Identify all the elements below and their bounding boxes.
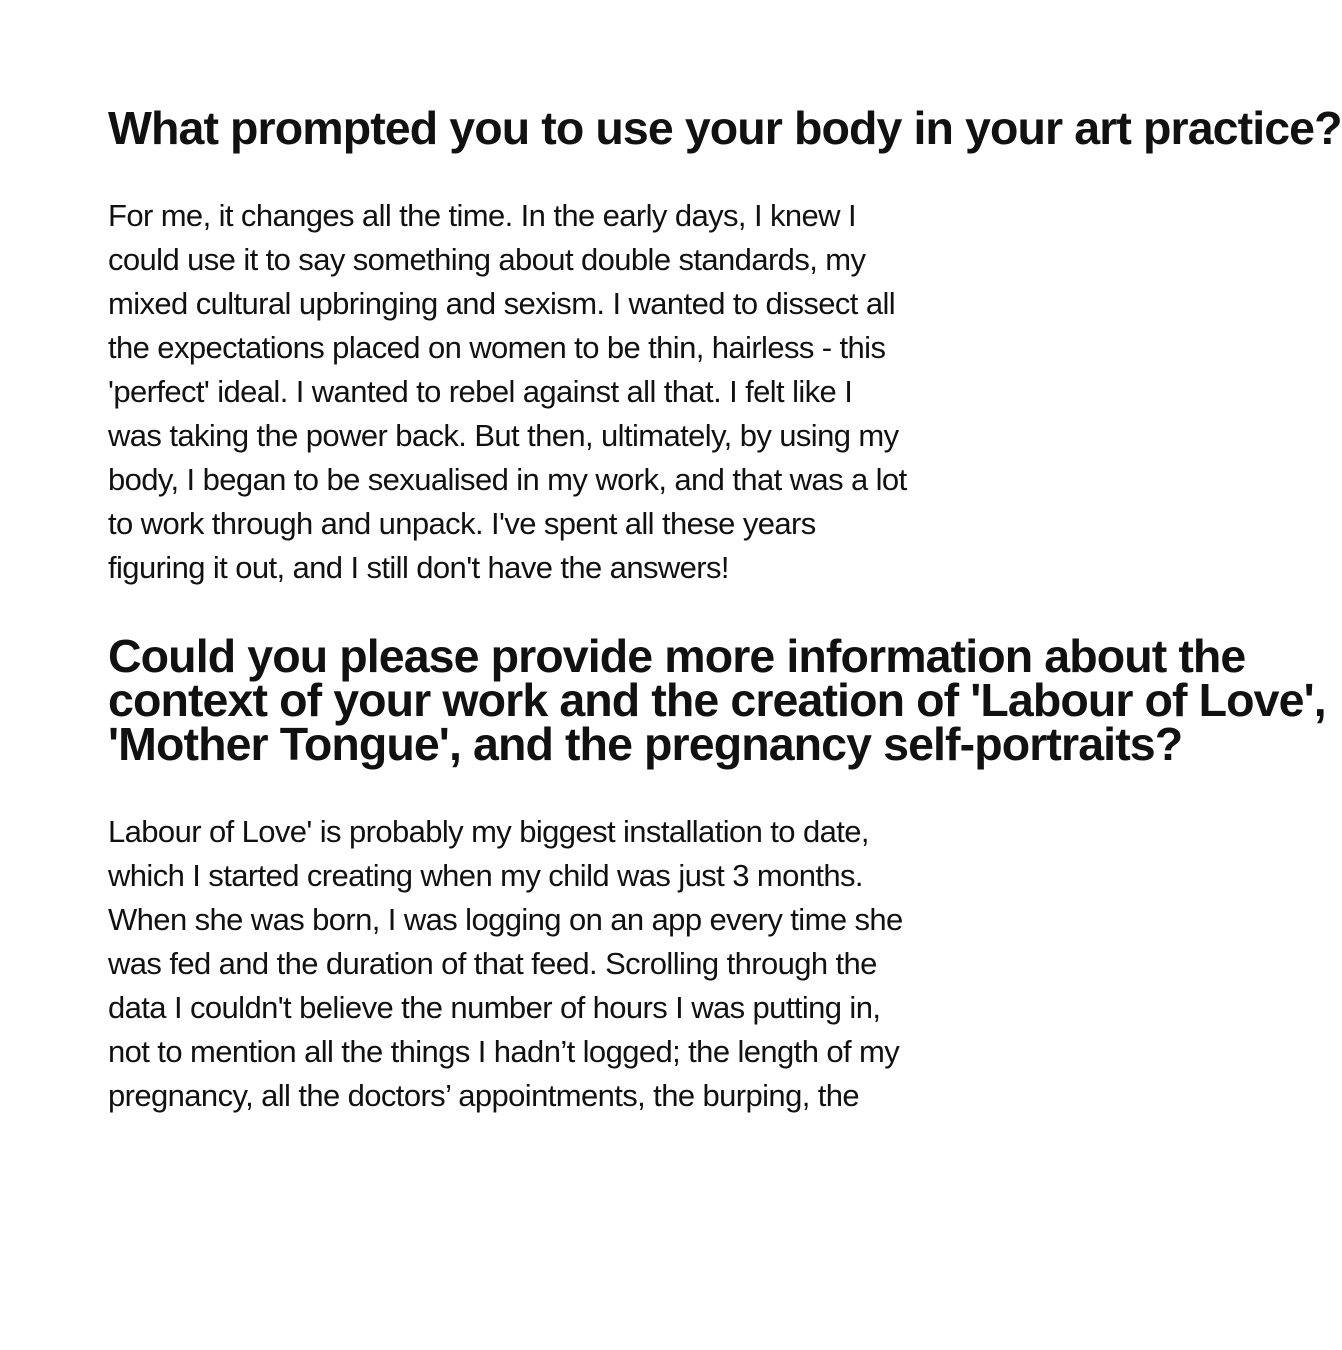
interview-page: [108, 102, 1342, 1118]
answer-line: body, I began to be sexualised in my work, and that was a lot: [108, 462, 907, 497]
answer-line: could use it to say something about double standards, my: [108, 242, 866, 277]
answer-line: to work through and unpack. I've spent all these years: [108, 506, 816, 541]
answer-line: was fed and the duration of that feed. Scrolling through the: [108, 946, 877, 981]
answer-line: mixed cultural upbringing and sexism. I wanted to dissect all: [108, 286, 896, 321]
answer-line: which I started creating when my child was just 3 months.: [108, 858, 863, 893]
answer-1: [108, 194, 988, 590]
question-2: [108, 630, 1326, 770]
answer-line: figuring it out, and I still don't have the answers!: [108, 550, 729, 585]
paragraph-gap: [108, 766, 988, 810]
answer-line: For me, it changes all the time. In the early days, I knew I: [108, 198, 856, 233]
answer-line: When she was born, I was logging on an app every time she: [108, 902, 903, 937]
answer-line: Labour of Love' is probably my biggest installation to date,: [108, 814, 869, 849]
answer-line: not to mention all the things I hadn’t logged; the length of my: [108, 1034, 900, 1069]
question-line: What prompted you to use your body in your art practice?: [108, 102, 1342, 154]
answer-line: pregnancy, all the doctors’ appointments, the burping, the: [108, 1078, 860, 1113]
paragraph-gap: [108, 150, 988, 194]
answer-line: data I couldn't believe the number of hours I was putting in,: [108, 990, 881, 1025]
answer-2: [108, 810, 988, 1118]
answer-line: the expectations placed on women to be thin, hairless - this: [108, 330, 886, 365]
paragraph-gap: [108, 590, 988, 634]
question-line: context of your work and the creation of 'Labour of Love',: [108, 674, 1326, 726]
question-line: Could you please provide more information about the: [108, 630, 1246, 682]
question-line: 'Mother Tongue', and the pregnancy self-portraits?: [108, 718, 1183, 770]
answer-line: was taking the power back. But then, ultimately, by using my: [108, 418, 899, 453]
question-1: [108, 102, 1342, 154]
answer-line: 'perfect' ideal. I wanted to rebel against all that. I felt like I: [108, 374, 853, 409]
